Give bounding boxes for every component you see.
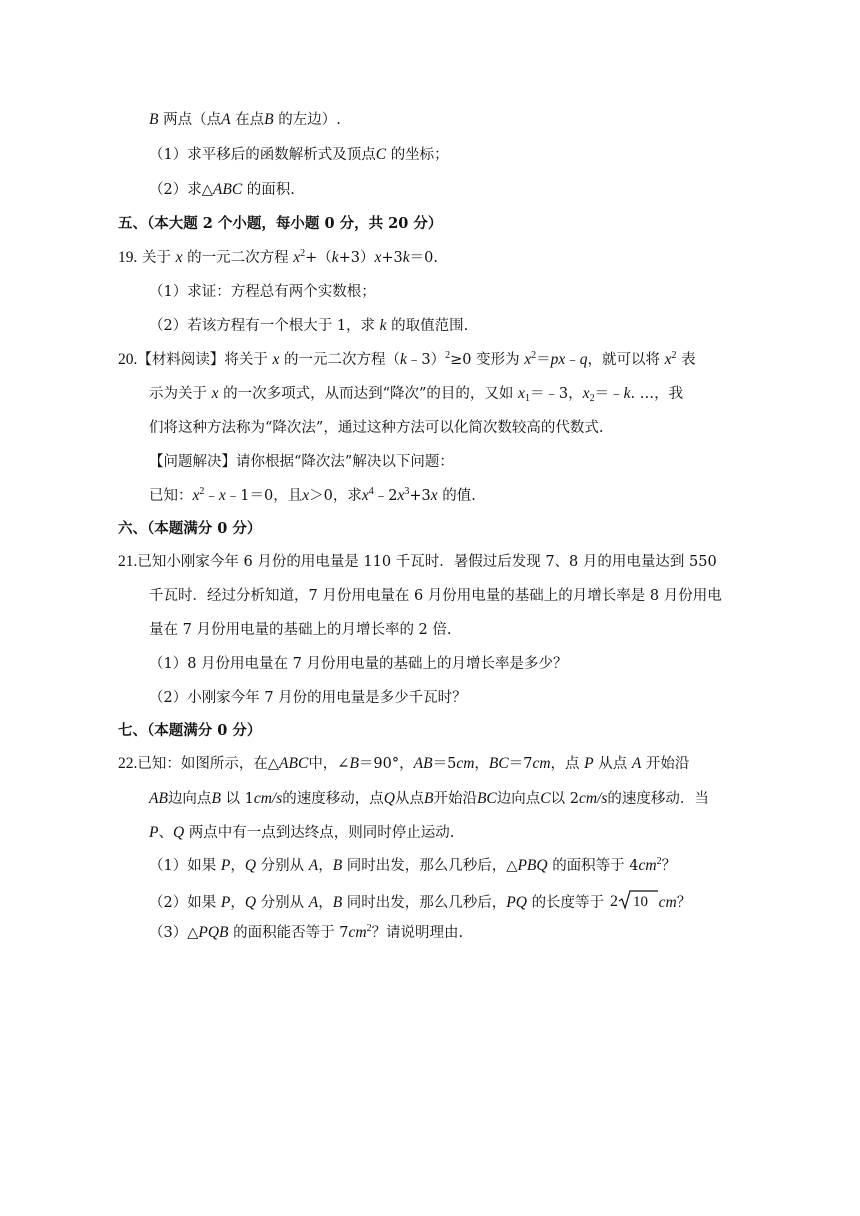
q22-line3 <box>149 823 454 843</box>
text: ， <box>318 895 333 911</box>
var-P: P <box>220 857 231 874</box>
text: ＝7 <box>508 756 533 772</box>
text: ＞0，求 <box>309 488 362 504</box>
unit-cm: cm <box>658 894 677 911</box>
exponent: 2 <box>300 248 306 259</box>
text: 的速度移动，点 <box>282 791 384 807</box>
var-x: x <box>374 249 382 266</box>
q20-line4: 【问题解决】请你根据“降次法”解决以下问题： <box>149 454 454 470</box>
q22-line2 <box>149 789 709 809</box>
text: ＝0. <box>409 250 439 266</box>
text: 在点 <box>235 112 265 128</box>
text: 从点 <box>394 791 424 807</box>
var-PBQ: PBQ <box>517 857 548 874</box>
text: +3 <box>381 250 403 266</box>
var-B: B <box>264 111 274 128</box>
exponent: 2 <box>199 486 205 497</box>
text: ？ <box>661 858 677 874</box>
text: 两点中有一点到达终点，则同时停止运动. <box>188 825 455 841</box>
var-B: B <box>423 790 434 807</box>
unit-cm: cm <box>532 755 551 772</box>
question-number: 19. <box>118 249 138 266</box>
q21-line2: 千瓦时．经过分析知道，7 月份用电量在 6 月份用电量的基础上的月增长率是 8 月份用电 <box>149 588 722 604</box>
text: 以 2 <box>550 791 579 807</box>
var-A: A <box>631 755 642 772</box>
exponent: 3 <box>404 486 410 497</box>
text: ﹣ <box>204 488 219 504</box>
var-x: x <box>558 351 566 368</box>
text: 的一元二次方程（ <box>283 352 400 368</box>
q19-part1: （1）求证：方程总有两个实数根； <box>149 284 376 300</box>
q21-line1 <box>118 552 717 572</box>
var-P: P <box>220 894 231 911</box>
unit-cms: cm/s <box>253 790 283 807</box>
var-x: x <box>397 487 405 504</box>
text: 的长度等于 <box>531 895 605 911</box>
var-x1: x <box>518 385 525 402</box>
exponent: 2 <box>366 923 372 934</box>
text: ﹣3） <box>406 352 446 368</box>
q22-part3 <box>149 923 463 943</box>
var-x: x <box>218 487 226 504</box>
text: （3）△ <box>149 925 199 941</box>
text: （1）求平移后的函数解析式及顶点 <box>149 147 376 163</box>
var-BC: BC <box>476 790 497 807</box>
var-PQB: PQB <box>198 924 229 941</box>
text: ﹣2 <box>373 488 398 504</box>
text: 同时出发，那么几秒后， <box>346 895 507 911</box>
text: 的坐标； <box>390 147 449 163</box>
q21-part1: （1）8 月份用电量在 7 月份用电量的基础上的月增长率是多少？ <box>149 656 568 672</box>
var-x: x <box>192 487 200 504</box>
text: +3） <box>338 250 375 266</box>
text: （1）如果 <box>149 858 217 874</box>
section-seven-heading: 七、（本题满分 0 分） <box>118 722 262 739</box>
text: 以 1 <box>225 791 254 807</box>
subscript: 2 <box>589 393 595 404</box>
exponent: 2 <box>531 350 537 361</box>
unit-cm: cm <box>456 755 475 772</box>
text: 从点 <box>598 756 628 772</box>
var-x: x <box>302 487 310 504</box>
text: （2）若该方程有一个根大于 1，求 <box>149 318 376 334</box>
var-C: C <box>375 146 387 163</box>
text: 中，∠ <box>308 756 350 772</box>
var-AB: AB <box>149 790 168 807</box>
text: ≥0 变形为 <box>450 352 520 368</box>
text: ＝ <box>536 352 551 368</box>
text: 两点（点 <box>163 112 222 128</box>
text: +（ <box>305 250 332 266</box>
exponent: 2 <box>445 350 451 361</box>
text: 同时出发，那么几秒后，△ <box>346 858 518 874</box>
text: 【材料阅读】将关于 <box>137 352 268 368</box>
var-x: x <box>524 351 532 368</box>
var-k: k <box>399 351 407 368</box>
var-x: x <box>211 385 219 402</box>
text: 的左边）. <box>278 112 341 128</box>
text: 的一元二次方程 <box>187 250 289 266</box>
var-k: k <box>331 249 339 266</box>
var-P: P <box>149 824 159 841</box>
var-x: x <box>175 249 183 266</box>
unit-cms: cm/s <box>578 790 608 807</box>
var-AB: AB <box>413 755 433 772</box>
var-Q: Q <box>244 857 257 874</box>
section-five-heading: 五、（本大题 2 个小题，每小题 0 分，共 20 分） <box>118 215 443 232</box>
sqrt-10-formula <box>609 889 659 911</box>
var-x: x <box>430 487 438 504</box>
radical-coefficient: 2 <box>609 893 618 910</box>
text: ？请说明理由. <box>371 925 464 941</box>
text: 分别从 <box>260 858 305 874</box>
text: 表 <box>681 352 696 368</box>
subscript: 1 <box>524 393 530 404</box>
text: 的一次多项式，从而达到“降次”的目的，又如 <box>223 386 514 402</box>
text: 、 <box>158 825 173 841</box>
q22-part2 <box>149 889 691 917</box>
text: 的速度移动．当 <box>607 791 709 807</box>
text: ， <box>230 895 245 911</box>
text: ，就可以将 <box>587 352 660 368</box>
text: ？ <box>676 895 692 911</box>
unit-cm: cm <box>638 857 657 874</box>
q19-part2 <box>149 316 468 336</box>
text: 边向点 <box>496 791 541 807</box>
q20-line2 <box>149 384 683 404</box>
text: 分别从 <box>260 895 305 911</box>
var-A: A <box>308 857 319 874</box>
text: ＝5 <box>432 756 457 772</box>
var-B: B <box>332 857 343 874</box>
var-C: C <box>540 790 551 807</box>
q18-line-end <box>149 110 341 130</box>
text: ， <box>230 858 245 874</box>
var-B: B <box>332 894 343 911</box>
text: （2）求△ <box>149 182 213 198</box>
var-x: x <box>272 351 280 368</box>
text: 开始沿 <box>645 756 690 772</box>
var-Q: Q <box>172 824 185 841</box>
text: ＝﹣3， <box>529 386 583 402</box>
text: 的值. <box>442 488 476 504</box>
var-Q: Q <box>244 894 257 911</box>
var-x: x <box>664 351 672 368</box>
q20-line5 <box>149 486 476 506</box>
var-ABC: ABC <box>279 755 309 772</box>
q22-part1 <box>149 856 676 876</box>
radical-body: 10 <box>632 894 648 910</box>
q18-part1 <box>149 145 449 165</box>
var-q: q <box>579 351 588 368</box>
q20-line3: 们将这种方法称为“降次法”，通过这种方法可以化简次数较高的代数式. <box>149 420 604 436</box>
text: ＝﹣ <box>594 386 624 402</box>
text: 已知：如图所示，在△ <box>137 756 280 772</box>
var-Q: Q <box>383 790 395 807</box>
question-number: 20. <box>118 351 138 368</box>
q21-part2: （2）小刚家今年 7 月份的用电量是多少千瓦时？ <box>149 690 467 706</box>
unit-cm: cm <box>348 924 367 941</box>
var-x: x <box>293 249 301 266</box>
radical-expression <box>609 889 659 917</box>
text: ， <box>318 858 333 874</box>
exponent: 2 <box>656 856 662 867</box>
var-B: B <box>211 790 221 807</box>
q22-line1 <box>118 754 689 774</box>
text: 示为关于 <box>149 386 207 402</box>
var-A: A <box>221 111 231 128</box>
var-ABC: ABC <box>212 181 243 198</box>
text: ， <box>474 756 489 772</box>
var-A: A <box>308 894 319 911</box>
exponent: 2 <box>671 350 677 361</box>
text: 的面积能否等于 7 <box>233 925 349 941</box>
var-k: k <box>379 317 387 334</box>
exponent: 4 <box>368 486 374 497</box>
q19-stem <box>118 248 438 268</box>
text: 开始沿 <box>433 791 477 807</box>
question-number: 22. <box>118 755 138 772</box>
text: （2）如果 <box>149 895 217 911</box>
var-B: B <box>349 755 359 772</box>
var-BC: BC <box>488 755 509 772</box>
text: 已知： <box>149 488 193 504</box>
text: ﹣ <box>565 352 580 368</box>
var-PQ: PQ <box>506 894 527 911</box>
q21-line3: 量在 7 月份用电量的基础上的月增长率的 2 倍. <box>149 622 452 638</box>
text: 的取值范围. <box>391 318 469 334</box>
var-P: P <box>584 755 594 772</box>
q20-line1 <box>118 350 696 370</box>
text: ，点 <box>550 756 580 772</box>
var-k: k <box>623 385 631 402</box>
text: ﹣1＝0，且 <box>225 488 303 504</box>
var-x: x <box>361 487 369 504</box>
text: 的面积等于 4 <box>552 858 639 874</box>
q18-part2 <box>149 180 295 200</box>
text: 边向点 <box>167 791 212 807</box>
section-six-heading: 六、（本题满分 0 分） <box>118 520 262 537</box>
question-number: 21. <box>118 553 138 570</box>
var-p: p <box>550 351 559 368</box>
text: ＝90°， <box>358 756 414 772</box>
var-k: k <box>402 249 410 266</box>
var-x2: x <box>582 385 590 402</box>
text: . …，我 <box>630 386 684 402</box>
var-B: B <box>149 111 159 128</box>
text: 已知小刚家今年 6 月份的用电量是 110 千瓦时．暑假过后发现 7、8 月的用电量达到 550 <box>137 554 717 570</box>
text: +3 <box>409 488 431 504</box>
text: 关于 <box>141 250 171 266</box>
text: 的面积. <box>246 182 295 198</box>
